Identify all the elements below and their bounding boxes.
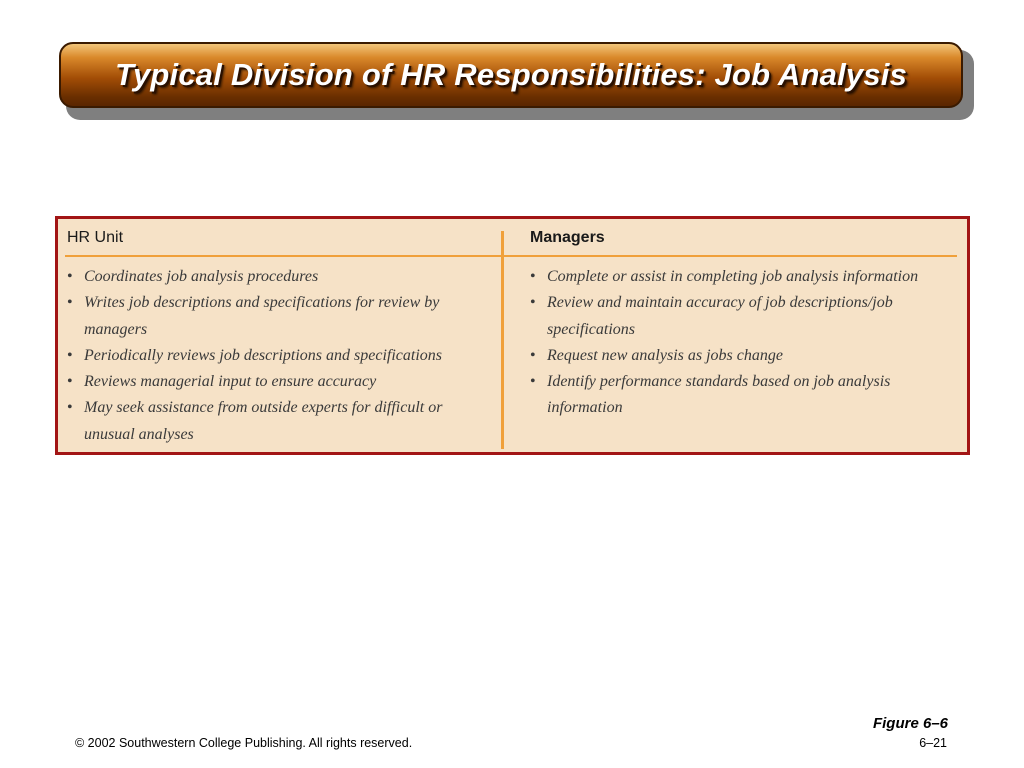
list-item xyxy=(530,369,960,422)
bullet: • xyxy=(67,294,73,312)
list-item xyxy=(67,290,497,343)
responsibilities-table xyxy=(55,216,970,455)
list-item xyxy=(67,395,497,448)
bullet: • xyxy=(530,373,536,391)
bullet: • xyxy=(530,268,536,285)
list-item xyxy=(67,264,497,290)
list-item-text: Coordinates job analysis procedures xyxy=(84,268,319,285)
bullet: • xyxy=(530,346,536,364)
bullet: • xyxy=(67,268,73,285)
list-item xyxy=(530,290,960,343)
list-item xyxy=(530,264,960,290)
list-item-text: Identify performance standards based on job analysis information xyxy=(547,373,891,417)
bullet: • xyxy=(67,399,73,417)
list-item-text: Reviews managerial input to ensure accuracy xyxy=(84,373,377,391)
list-item-text: Review and maintain accuracy of job descriptions/job specifications xyxy=(547,294,893,338)
column-header-managers: Managers xyxy=(530,229,605,246)
list-item-text: May seek assistance from outside experts for difficult or unusual analyses xyxy=(84,399,443,443)
hr-unit-list xyxy=(67,264,497,448)
managers-list xyxy=(530,264,960,422)
column-header-hr-unit: HR Unit xyxy=(67,229,124,246)
bullet: • xyxy=(530,294,536,312)
list-item-text: Writes job descriptions and specifications for review by managers xyxy=(84,294,440,338)
slide-title: Typical Division of HR Responsibilities: Job Analysis xyxy=(114,57,908,92)
list-item xyxy=(67,369,497,395)
list-item xyxy=(530,343,960,369)
page-number: 6–21 xyxy=(919,736,947,750)
figure-label: Figure 6–6 xyxy=(872,715,948,732)
copyright-notice: © 2002 Southwestern College Publishing. All rights reserved. xyxy=(75,736,413,750)
bullet: • xyxy=(67,346,73,364)
column-divider xyxy=(501,231,504,449)
header-divider xyxy=(65,255,957,257)
bullet: • xyxy=(67,373,73,391)
title-banner xyxy=(59,42,963,108)
list-item xyxy=(67,343,497,369)
list-item-text: Periodically reviews job descriptions and specifications xyxy=(84,346,443,364)
list-item-text: Request new analysis as jobs change xyxy=(547,346,783,364)
list-item-text: Complete or assist in completing job analysis information xyxy=(547,268,919,285)
